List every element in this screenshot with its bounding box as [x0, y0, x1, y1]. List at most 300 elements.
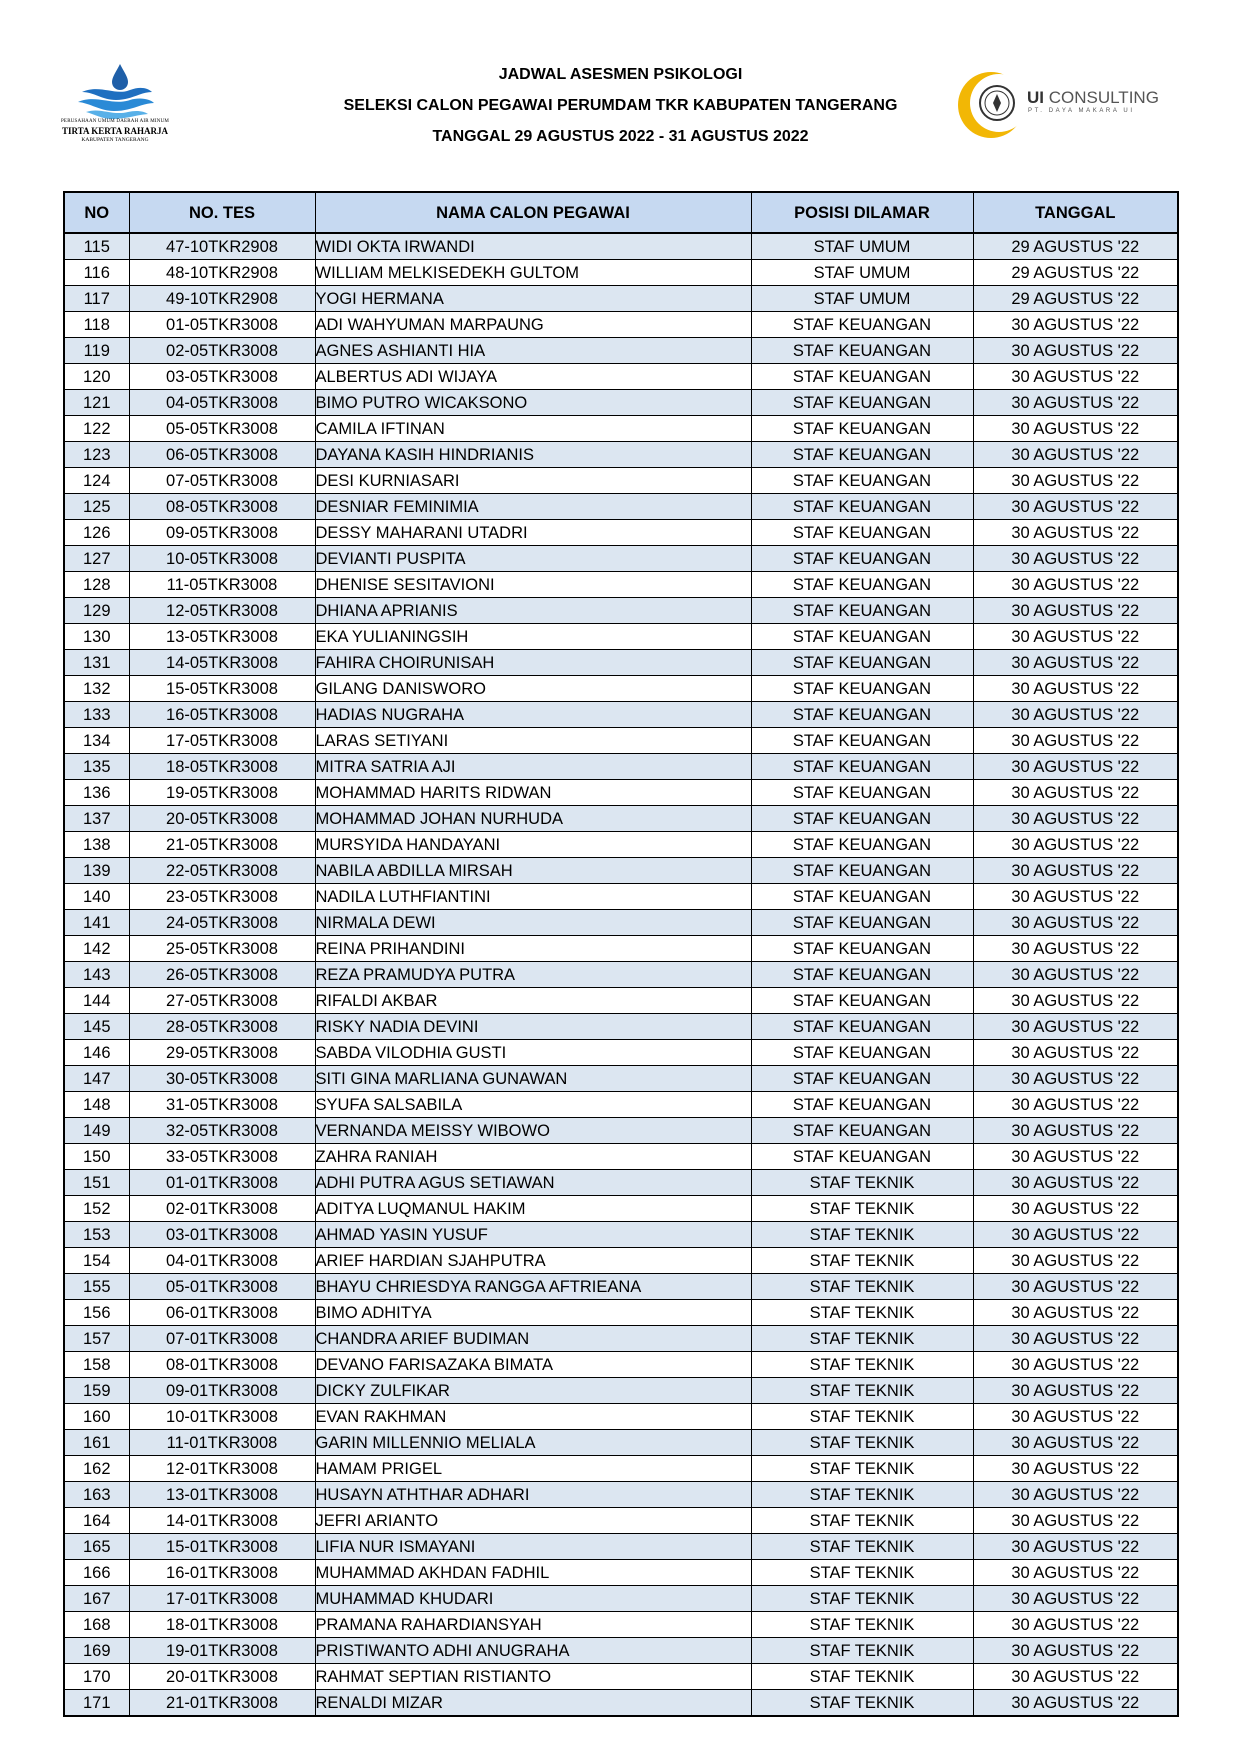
cell-posisi: STAF KEUANGAN: [751, 754, 973, 780]
cell-tanggal: 30 AGUSTUS '22: [973, 1274, 1178, 1300]
cell-no: 152: [64, 1196, 129, 1222]
cell-tanggal: 30 AGUSTUS '22: [973, 1430, 1178, 1456]
cell-no: 129: [64, 598, 129, 624]
table-row: [64, 442, 1178, 468]
table-row: [64, 1638, 1178, 1664]
cell-no-tes: 03-01TKR3008: [129, 1222, 315, 1248]
cell-no-tes: 13-05TKR3008: [129, 624, 315, 650]
cell-no-tes: 05-01TKR3008: [129, 1274, 315, 1300]
column-header-nama: NAMA CALON PEGAWAI: [315, 192, 751, 233]
cell-nama: RENALDI MIZAR: [315, 1690, 751, 1717]
cell-tanggal: 30 AGUSTUS '22: [973, 468, 1178, 494]
cell-no: 122: [64, 416, 129, 442]
cell-no: 117: [64, 286, 129, 312]
cell-tanggal: 30 AGUSTUS '22: [973, 806, 1178, 832]
table-row: [64, 910, 1178, 936]
table-row: [64, 702, 1178, 728]
cell-no-tes: 07-01TKR3008: [129, 1326, 315, 1352]
cell-no: 146: [64, 1040, 129, 1066]
cell-no-tes: 14-01TKR3008: [129, 1508, 315, 1534]
cell-no-tes: 02-05TKR3008: [129, 338, 315, 364]
cell-nama: ADI WAHYUMAN MARPAUNG: [315, 312, 751, 338]
cell-tanggal: 30 AGUSTUS '22: [973, 1196, 1178, 1222]
cell-nama: CAMILA IFTINAN: [315, 416, 751, 442]
table-row: [64, 1482, 1178, 1508]
cell-posisi: STAF KEUANGAN: [751, 1144, 973, 1170]
cell-nama: FAHIRA CHOIRUNISAH: [315, 650, 751, 676]
table-row: [64, 312, 1178, 338]
cell-tanggal: 30 AGUSTUS '22: [973, 1300, 1178, 1326]
cell-posisi: STAF KEUANGAN: [751, 806, 973, 832]
cell-nama: MUHAMMAD KHUDARI: [315, 1586, 751, 1612]
table-row: [64, 806, 1178, 832]
cell-posisi: STAF TEKNIK: [751, 1222, 973, 1248]
schedule-table: [63, 191, 1179, 1717]
cell-tanggal: 30 AGUSTUS '22: [973, 1144, 1178, 1170]
table-row: [64, 936, 1178, 962]
cell-no-tes: 25-05TKR3008: [129, 936, 315, 962]
cell-no-tes: 23-05TKR3008: [129, 884, 315, 910]
table-row: [64, 364, 1178, 390]
table-row: [64, 754, 1178, 780]
cell-no: 150: [64, 1144, 129, 1170]
table-body: [64, 233, 1178, 1716]
brand-rest: CONSULTING: [1044, 88, 1159, 107]
cell-nama: SYUFA SALSABILA: [315, 1092, 751, 1118]
brand-bold: UI: [1027, 88, 1044, 107]
cell-posisi: STAF KEUANGAN: [751, 858, 973, 884]
table-row: [64, 390, 1178, 416]
cell-no: 145: [64, 1014, 129, 1040]
cell-nama: DAYANA KASIH HINDRIANIS: [315, 442, 751, 468]
cell-tanggal: 30 AGUSTUS '22: [973, 676, 1178, 702]
cell-nama: REZA PRAMUDYA PUTRA: [315, 962, 751, 988]
title-line-1: JADWAL ASESMEN PSIKOLOGI: [498, 66, 743, 83]
cell-posisi: STAF KEUANGAN: [751, 676, 973, 702]
cell-nama: DEVANO FARISAZAKA BIMATA: [315, 1352, 751, 1378]
cell-tanggal: 30 AGUSTUS '22: [973, 442, 1178, 468]
ui-consulting-brand: [1027, 88, 1159, 108]
cell-posisi: STAF KEUANGAN: [751, 1092, 973, 1118]
cell-nama: SABDA VILODHIA GUSTI: [315, 1040, 751, 1066]
cell-nama: BHAYU CHRIESDYA RANGGA AFTRIEANA: [315, 1274, 751, 1300]
cell-nama: MUHAMMAD AKHDAN FADHIL: [315, 1560, 751, 1586]
cell-no-tes: 17-05TKR3008: [129, 728, 315, 754]
cell-posisi: STAF TEKNIK: [751, 1248, 973, 1274]
cell-tanggal: 30 AGUSTUS '22: [973, 1664, 1178, 1690]
table-row: [64, 1430, 1178, 1456]
cell-no-tes: 04-01TKR3008: [129, 1248, 315, 1274]
cell-tanggal: 30 AGUSTUS '22: [973, 1014, 1178, 1040]
cell-no-tes: 08-05TKR3008: [129, 494, 315, 520]
cell-no-tes: 15-01TKR3008: [129, 1534, 315, 1560]
cell-no: 169: [64, 1638, 129, 1664]
cell-posisi: STAF KEUANGAN: [751, 520, 973, 546]
cell-posisi: STAF TEKNIK: [751, 1300, 973, 1326]
cell-no: 156: [64, 1300, 129, 1326]
cell-no-tes: 19-05TKR3008: [129, 780, 315, 806]
tkr-logo: [60, 62, 170, 152]
cell-nama: DESI KURNIASARI: [315, 468, 751, 494]
cell-nama: ZAHRA RANIAH: [315, 1144, 751, 1170]
cell-no-tes: 18-05TKR3008: [129, 754, 315, 780]
table-row: [64, 884, 1178, 910]
cell-posisi: STAF TEKNIK: [751, 1430, 973, 1456]
cell-no-tes: 30-05TKR3008: [129, 1066, 315, 1092]
cell-tanggal: 30 AGUSTUS '22: [973, 936, 1178, 962]
cell-tanggal: 30 AGUSTUS '22: [973, 624, 1178, 650]
cell-posisi: STAF TEKNIK: [751, 1404, 973, 1430]
cell-nama: NADILA LUTHFIANTINI: [315, 884, 751, 910]
cell-posisi: STAF TEKNIK: [751, 1482, 973, 1508]
cell-tanggal: 30 AGUSTUS '22: [973, 546, 1178, 572]
table-row: [64, 1274, 1178, 1300]
cell-nama: NIRMALA DEWI: [315, 910, 751, 936]
cell-posisi: STAF TEKNIK: [751, 1352, 973, 1378]
cell-no: 158: [64, 1352, 129, 1378]
cell-no: 171: [64, 1690, 129, 1717]
title-line-2: SELEKSI CALON PEGAWAI PERUMDAM TKR KABUPATEN TANGERANG: [343, 97, 898, 114]
cell-posisi: STAF KEUANGAN: [751, 988, 973, 1014]
cell-no-tes: 11-01TKR3008: [129, 1430, 315, 1456]
cell-nama: HADIAS NUGRAHA: [315, 702, 751, 728]
cell-posisi: STAF TEKNIK: [751, 1508, 973, 1534]
cell-posisi: STAF TEKNIK: [751, 1274, 973, 1300]
cell-nama: LIFIA NUR ISMAYANI: [315, 1534, 751, 1560]
cell-no-tes: 27-05TKR3008: [129, 988, 315, 1014]
table-row: [64, 1586, 1178, 1612]
table-row: [64, 520, 1178, 546]
cell-tanggal: 30 AGUSTUS '22: [973, 1066, 1178, 1092]
cell-posisi: STAF TEKNIK: [751, 1170, 973, 1196]
cell-no-tes: 16-05TKR3008: [129, 702, 315, 728]
cell-posisi: STAF KEUANGAN: [751, 1014, 973, 1040]
cell-no-tes: 29-05TKR3008: [129, 1040, 315, 1066]
cell-no: 165: [64, 1534, 129, 1560]
cell-no-tes: 26-05TKR3008: [129, 962, 315, 988]
cell-posisi: STAF TEKNIK: [751, 1560, 973, 1586]
cell-nama: MITRA SATRIA AJI: [315, 754, 751, 780]
table-row: [64, 1534, 1178, 1560]
cell-nama: MOHAMMAD JOHAN NURHUDA: [315, 806, 751, 832]
cell-no: 130: [64, 624, 129, 650]
cell-posisi: STAF TEKNIK: [751, 1456, 973, 1482]
cell-nama: RAHMAT SEPTIAN RISTIANTO: [315, 1664, 751, 1690]
cell-tanggal: 30 AGUSTUS '22: [973, 1170, 1178, 1196]
cell-no-tes: 21-05TKR3008: [129, 832, 315, 858]
cell-no-tes: 11-05TKR3008: [129, 572, 315, 598]
cell-tanggal: 30 AGUSTUS '22: [973, 650, 1178, 676]
table-row: [64, 1040, 1178, 1066]
cell-no-tes: 48-10TKR2908: [129, 260, 315, 286]
cell-no: 151: [64, 1170, 129, 1196]
cell-nama: VERNANDA MEISSY WIBOWO: [315, 1118, 751, 1144]
cell-no: 115: [64, 233, 129, 260]
cell-no-tes: 05-05TKR3008: [129, 416, 315, 442]
cell-no: 155: [64, 1274, 129, 1300]
cell-no: 170: [64, 1664, 129, 1690]
cell-no-tes: 33-05TKR3008: [129, 1144, 315, 1170]
cell-tanggal: 30 AGUSTUS '22: [973, 1222, 1178, 1248]
cell-no: 166: [64, 1560, 129, 1586]
cell-posisi: STAF TEKNIK: [751, 1534, 973, 1560]
cell-no: 135: [64, 754, 129, 780]
cell-no: 121: [64, 390, 129, 416]
column-header-no-tes: NO. TES: [129, 192, 315, 233]
cell-tanggal: 29 AGUSTUS '22: [973, 286, 1178, 312]
cell-no: 148: [64, 1092, 129, 1118]
cell-tanggal: 30 AGUSTUS '22: [973, 1118, 1178, 1144]
cell-tanggal: 30 AGUSTUS '22: [973, 884, 1178, 910]
tkr-logo-name: TIRTA KERTA RAHARJA: [61, 126, 169, 136]
crescent-seal-logo-icon: [955, 70, 1027, 140]
cell-tanggal: 30 AGUSTUS '22: [973, 858, 1178, 884]
cell-posisi: STAF KEUANGAN: [751, 598, 973, 624]
table-row: [64, 1248, 1178, 1274]
table-row: [64, 650, 1178, 676]
cell-posisi: STAF TEKNIK: [751, 1664, 973, 1690]
cell-no: 147: [64, 1066, 129, 1092]
cell-posisi: STAF KEUANGAN: [751, 702, 973, 728]
table-row: [64, 1378, 1178, 1404]
cell-no-tes: 28-05TKR3008: [129, 1014, 315, 1040]
cell-no: 126: [64, 520, 129, 546]
cell-tanggal: 30 AGUSTUS '22: [973, 416, 1178, 442]
table-row: [64, 260, 1178, 286]
cell-nama: DICKY ZULFIKAR: [315, 1378, 751, 1404]
cell-no: 140: [64, 884, 129, 910]
cell-tanggal: 30 AGUSTUS '22: [973, 1404, 1178, 1430]
cell-posisi: STAF KEUANGAN: [751, 1118, 973, 1144]
cell-nama: HAMAM PRIGEL: [315, 1456, 751, 1482]
cell-tanggal: 30 AGUSTUS '22: [973, 1508, 1178, 1534]
table-row: [64, 494, 1178, 520]
cell-no: 139: [64, 858, 129, 884]
cell-no-tes: 02-01TKR3008: [129, 1196, 315, 1222]
cell-tanggal: 30 AGUSTUS '22: [973, 520, 1178, 546]
cell-tanggal: 30 AGUSTUS '22: [973, 988, 1178, 1014]
cell-posisi: STAF KEUANGAN: [751, 494, 973, 520]
ui-consulting-logo: [955, 70, 1165, 140]
cell-posisi: STAF KEUANGAN: [751, 1066, 973, 1092]
cell-tanggal: 30 AGUSTUS '22: [973, 754, 1178, 780]
cell-no: 124: [64, 468, 129, 494]
cell-nama: BIMO ADHITYA: [315, 1300, 751, 1326]
cell-no-tes: 49-10TKR2908: [129, 286, 315, 312]
cell-no-tes: 09-01TKR3008: [129, 1378, 315, 1404]
cell-nama: JEFRI ARIANTO: [315, 1508, 751, 1534]
cell-tanggal: 30 AGUSTUS '22: [973, 962, 1178, 988]
cell-no-tes: 09-05TKR3008: [129, 520, 315, 546]
cell-tanggal: 30 AGUSTUS '22: [973, 1612, 1178, 1638]
cell-posisi: STAF KEUANGAN: [751, 390, 973, 416]
cell-nama: CHANDRA ARIEF BUDIMAN: [315, 1326, 751, 1352]
cell-tanggal: 29 AGUSTUS '22: [973, 260, 1178, 286]
cell-tanggal: 30 AGUSTUS '22: [973, 1638, 1178, 1664]
cell-posisi: STAF KEUANGAN: [751, 338, 973, 364]
cell-posisi: STAF KEUANGAN: [751, 624, 973, 650]
cell-no: 137: [64, 806, 129, 832]
cell-posisi: STAF KEUANGAN: [751, 312, 973, 338]
cell-posisi: STAF KEUANGAN: [751, 650, 973, 676]
cell-tanggal: 30 AGUSTUS '22: [973, 1248, 1178, 1274]
cell-posisi: STAF KEUANGAN: [751, 910, 973, 936]
table-row: [64, 1144, 1178, 1170]
cell-tanggal: 30 AGUSTUS '22: [973, 1456, 1178, 1482]
cell-posisi: STAF TEKNIK: [751, 1326, 973, 1352]
table-row: [64, 780, 1178, 806]
cell-posisi: STAF TEKNIK: [751, 1638, 973, 1664]
cell-nama: RIFALDI AKBAR: [315, 988, 751, 1014]
cell-posisi: STAF UMUM: [751, 260, 973, 286]
cell-no: 143: [64, 962, 129, 988]
cell-no: 168: [64, 1612, 129, 1638]
cell-no-tes: 16-01TKR3008: [129, 1560, 315, 1586]
table-row: [64, 1066, 1178, 1092]
cell-no: 123: [64, 442, 129, 468]
table-row: [64, 546, 1178, 572]
cell-tanggal: 29 AGUSTUS '22: [973, 233, 1178, 260]
cell-tanggal: 30 AGUSTUS '22: [973, 910, 1178, 936]
cell-nama: ADHI PUTRA AGUS SETIAWAN: [315, 1170, 751, 1196]
cell-posisi: STAF UMUM: [751, 233, 973, 260]
cell-tanggal: 30 AGUSTUS '22: [973, 364, 1178, 390]
cell-nama: MOHAMMAD HARITS RIDWAN: [315, 780, 751, 806]
table-row: [64, 1508, 1178, 1534]
cell-posisi: STAF TEKNIK: [751, 1612, 973, 1638]
cell-posisi: STAF UMUM: [751, 286, 973, 312]
cell-nama: ARIEF HARDIAN SJAHPUTRA: [315, 1248, 751, 1274]
cell-nama: EKA YULIANINGSIH: [315, 624, 751, 650]
table-row: [64, 468, 1178, 494]
table-row: [64, 1664, 1178, 1690]
table-row: [64, 1612, 1178, 1638]
table-row: [64, 624, 1178, 650]
ui-consulting-tagline: PT. DAYA MAKARA UI: [1028, 108, 1135, 114]
cell-no-tes: 20-01TKR3008: [129, 1664, 315, 1690]
cell-no-tes: 14-05TKR3008: [129, 650, 315, 676]
cell-tanggal: 30 AGUSTUS '22: [973, 494, 1178, 520]
cell-no: 161: [64, 1430, 129, 1456]
column-header-tanggal: TANGGAL: [973, 192, 1178, 233]
cell-nama: NABILA ABDILLA MIRSAH: [315, 858, 751, 884]
cell-posisi: STAF KEUANGAN: [751, 572, 973, 598]
cell-tanggal: 30 AGUSTUS '22: [973, 780, 1178, 806]
cell-posisi: STAF TEKNIK: [751, 1586, 973, 1612]
cell-no: 153: [64, 1222, 129, 1248]
cell-nama: WILLIAM MELKISEDEKH GULTOM: [315, 260, 751, 286]
cell-posisi: STAF KEUANGAN: [751, 364, 973, 390]
cell-posisi: STAF KEUANGAN: [751, 780, 973, 806]
cell-no: 133: [64, 702, 129, 728]
cell-nama: RISKY NADIA DEVINI: [315, 1014, 751, 1040]
cell-nama: REINA PRIHANDINI: [315, 936, 751, 962]
cell-posisi: STAF KEUANGAN: [751, 416, 973, 442]
table-row: [64, 676, 1178, 702]
cell-nama: BIMO PUTRO WICAKSONO: [315, 390, 751, 416]
table-row: [64, 1404, 1178, 1430]
cell-tanggal: 30 AGUSTUS '22: [973, 1690, 1178, 1717]
cell-tanggal: 30 AGUSTUS '22: [973, 1586, 1178, 1612]
cell-tanggal: 30 AGUSTUS '22: [973, 728, 1178, 754]
cell-tanggal: 30 AGUSTUS '22: [973, 1092, 1178, 1118]
cell-no: 128: [64, 572, 129, 598]
table-row: [64, 286, 1178, 312]
cell-nama: WIDI OKTA IRWANDI: [315, 233, 751, 260]
cell-no: 162: [64, 1456, 129, 1482]
table-row: [64, 962, 1178, 988]
cell-no-tes: 19-01TKR3008: [129, 1638, 315, 1664]
cell-nama: AHMAD YASIN YUSUF: [315, 1222, 751, 1248]
table-row: [64, 858, 1178, 884]
cell-tanggal: 30 AGUSTUS '22: [973, 1352, 1178, 1378]
cell-no: 154: [64, 1248, 129, 1274]
table-row: [64, 598, 1178, 624]
table-row: [64, 1014, 1178, 1040]
cell-nama: HUSAYN ATHTHAR ADHARI: [315, 1482, 751, 1508]
cell-nama: YOGI HERMANA: [315, 286, 751, 312]
cell-nama: ALBERTUS ADI WIJAYA: [315, 364, 751, 390]
cell-nama: LARAS SETIYANI: [315, 728, 751, 754]
cell-no-tes: 20-05TKR3008: [129, 806, 315, 832]
table-row: [64, 1326, 1178, 1352]
column-header-no: NO: [64, 192, 129, 233]
cell-nama: PRAMANA RAHARDIANSYAH: [315, 1612, 751, 1638]
table-row: [64, 1170, 1178, 1196]
cell-tanggal: 30 AGUSTUS '22: [973, 598, 1178, 624]
cell-no: 149: [64, 1118, 129, 1144]
cell-posisi: STAF KEUANGAN: [751, 442, 973, 468]
cell-tanggal: 30 AGUSTUS '22: [973, 390, 1178, 416]
cell-no: 164: [64, 1508, 129, 1534]
cell-no: 163: [64, 1482, 129, 1508]
cell-no: 118: [64, 312, 129, 338]
cell-no: 144: [64, 988, 129, 1014]
cell-no-tes: 47-10TKR2908: [129, 233, 315, 260]
cell-no-tes: 03-05TKR3008: [129, 364, 315, 390]
cell-no-tes: 12-01TKR3008: [129, 1456, 315, 1482]
cell-no-tes: 22-05TKR3008: [129, 858, 315, 884]
table-row: [64, 1352, 1178, 1378]
cell-posisi: STAF KEUANGAN: [751, 546, 973, 572]
cell-posisi: STAF KEUANGAN: [751, 884, 973, 910]
cell-no-tes: 17-01TKR3008: [129, 1586, 315, 1612]
cell-tanggal: 30 AGUSTUS '22: [973, 338, 1178, 364]
document-titles: [250, 64, 991, 157]
table-row: [64, 1690, 1178, 1717]
cell-posisi: STAF TEKNIK: [751, 1378, 973, 1404]
cell-no: 116: [64, 260, 129, 286]
table-row: [64, 1222, 1178, 1248]
cell-no: 141: [64, 910, 129, 936]
table-row: [64, 1118, 1178, 1144]
table-row: [64, 728, 1178, 754]
cell-no-tes: 01-01TKR3008: [129, 1170, 315, 1196]
table-row: [64, 1196, 1178, 1222]
cell-tanggal: 30 AGUSTUS '22: [973, 1482, 1178, 1508]
cell-tanggal: 30 AGUSTUS '22: [973, 1534, 1178, 1560]
cell-no-tes: 06-05TKR3008: [129, 442, 315, 468]
cell-posisi: STAF KEUANGAN: [751, 936, 973, 962]
cell-no-tes: 08-01TKR3008: [129, 1352, 315, 1378]
cell-tanggal: 30 AGUSTUS '22: [973, 1560, 1178, 1586]
cell-no: 131: [64, 650, 129, 676]
cell-tanggal: 30 AGUSTUS '22: [973, 1326, 1178, 1352]
cell-nama: GILANG DANISWORO: [315, 676, 751, 702]
table-header-row: [64, 192, 1178, 233]
cell-no: 159: [64, 1378, 129, 1404]
cell-nama: EVAN RAKHMAN: [315, 1404, 751, 1430]
